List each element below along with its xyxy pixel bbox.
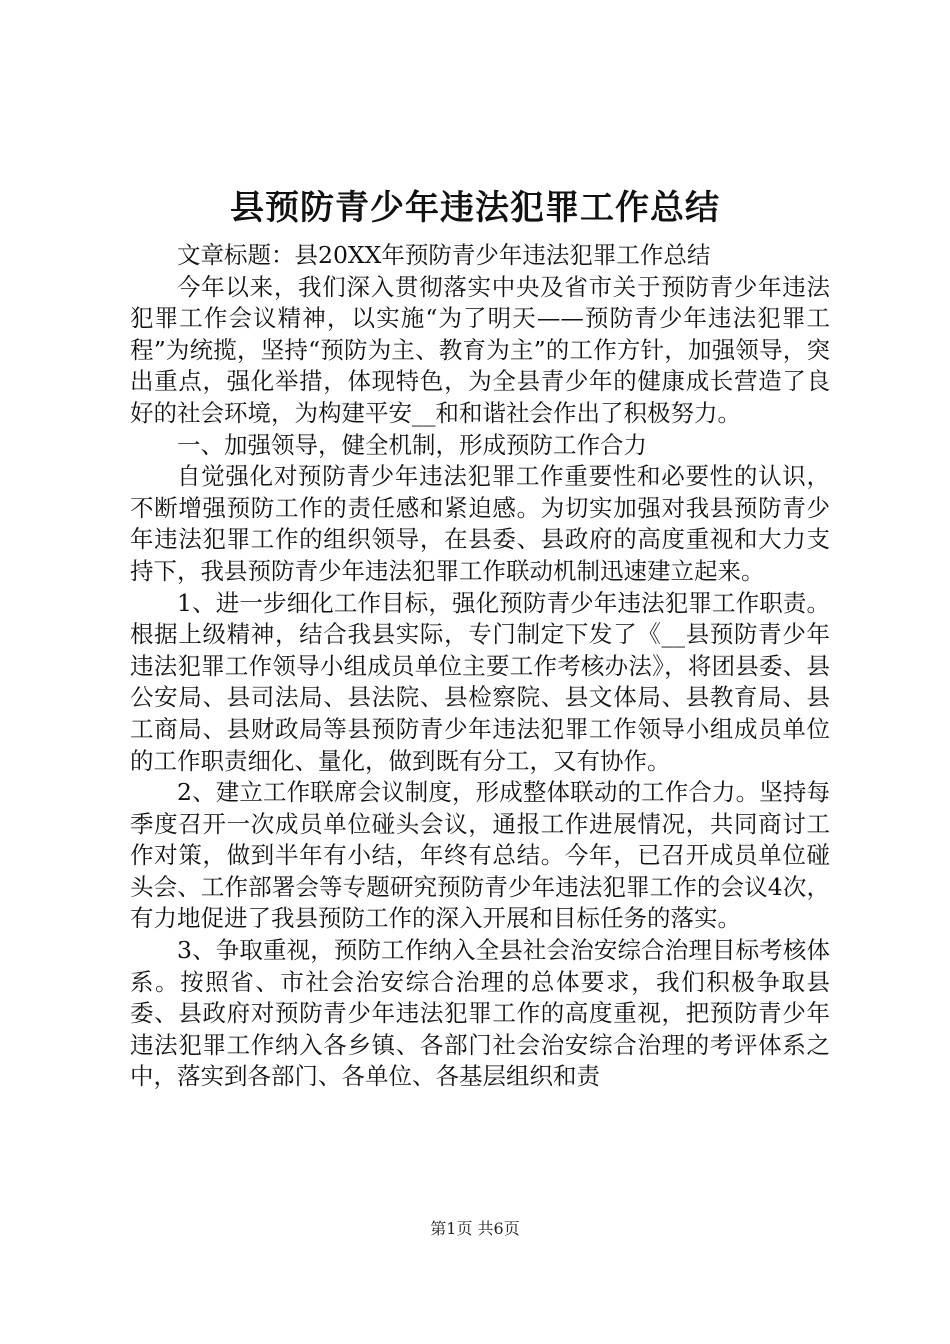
section-heading-1: 一、加强领导，健全机制，形成预防工作合力	[177, 430, 647, 459]
document-body	[130, 240, 830, 1093]
article-title-line: 文章标题：县20XX年预防青少年违法犯罪工作总结	[177, 241, 711, 269]
intro-paragraph: 今年以来，我们深入贯彻落实中央及省市关于预防青少年违法犯罪工作会议精神，以实施“为了明天——预防青少年违法犯罪工程”为统揽，坚持“预防为主、教育为主”的工作方针，加强领导，突出重点，强化举措，体现特色，为全县青少年的健康成长营造了良好的社会环境，为构建平安__和和谐社会作出了积极努力。	[130, 272, 830, 427]
body-paragraph: 自觉强化对预防青少年违法犯罪工作重要性和必要性的认识，不断增强预防工作的责任感和紧迫感。为切实加强对我县预防青少年违法犯罪工作的组织领导，在县委、县政府的高度重视和大力支持下，我县预防青少年违法犯罪工作联动机制迅速建立起来。	[130, 462, 830, 585]
document-title: 县预防青少年违法犯罪工作总结	[230, 188, 720, 228]
body-paragraph: 1、进一步细化工作目标，强化预防青少年违法犯罪工作职责。根据上级精神，结合我县实际，专门制定下发了《__县预防青少年违法犯罪工作领导小组成员单位主要工作考核办法》，将团县委、县公安局、县司法局、县法院、县检察院、县文体局、县教育局、县工商局、县财政局等县预防青少年违法犯罪工作领导小组成员单位的工作职责细化、量化，做到既有分工，又有协作。	[130, 588, 830, 775]
body-paragraph: 3、争取重视，预防工作纳入全县社会治安综合治理目标考核体系。按照省、市社会治安综合治理的总体要求，我们积极争取县委、县政府对预防青少年违法犯罪工作的高度重视，把预防青少年违法犯罪工作纳入各乡镇、各部门社会治安综合治理的考评体系之中，落实到各部门、各单位、各基层组织和责	[130, 936, 830, 1091]
page-footer: 第1页 共6页	[430, 1219, 520, 1238]
body-paragraph: 2、建立工作联席会议制度，形成整体联动的工作合力。坚持每季度召开一次成员单位碰头会议，通报工作进展情况，共同商讨工作对策，做到半年有小结，年终有总结。今年，已召开成员单位碰头会、工作部署会等专题研究预防青少年违法犯罪工作的会议4次，有力地促进了我县预防工作的深入开展和目标任务的落实。	[130, 778, 830, 933]
